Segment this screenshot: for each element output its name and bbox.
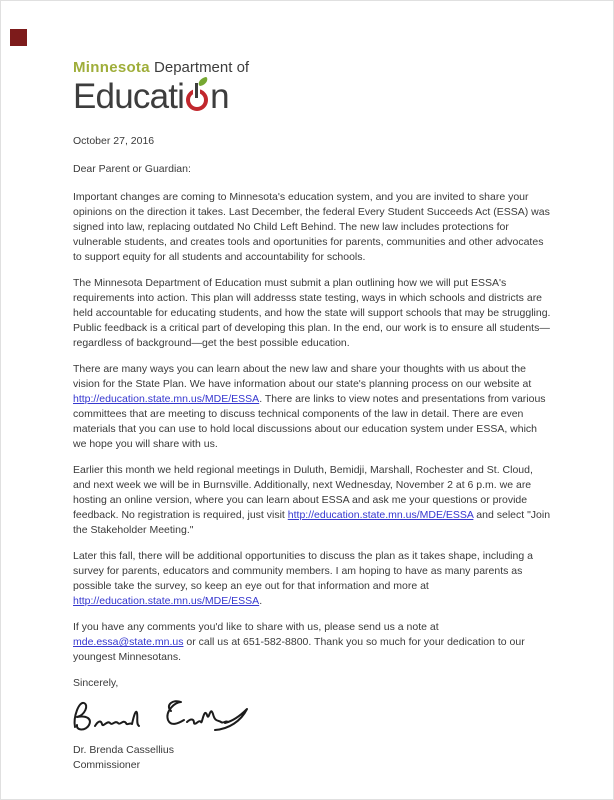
logo-education-pre: Educati <box>73 77 185 116</box>
paragraph-text: There are many ways you can learn about the new law and share your thoughts with us about the vision for the State Plan. We have information about our state's planning process on our website at <box>73 363 532 390</box>
logo-education-post: n <box>210 77 229 116</box>
paragraph-text: or call us at 651-582-8800. Thank you so much for your dedication to our youngest Minnesotans. <box>73 636 525 663</box>
email-link[interactable]: mde.essa@state.mn.us <box>73 636 184 648</box>
paragraph-text: Earlier this month we held regional meetings in Duluth, Bemidji, Marshall, Rochester and St. Cloud, and next week we will be in Burnsville. Additionally, next Wednesday, November 2 at 6 p.m. we are hosting an online version, where you can learn about ESSA and ask me your questions or provide feedback. No registration is required, just visit <box>73 464 533 521</box>
closing-line: Sincerely, <box>73 677 119 689</box>
letter-body <box>73 134 551 773</box>
letter-paragraph <box>73 620 551 665</box>
logo-minnesota-text: Minnesota <box>73 59 150 76</box>
essa-url-link[interactable]: http://education.state.mn.us/MDE/ESSA <box>287 509 474 521</box>
letter-paragraph <box>73 463 551 538</box>
paragraph-text: The Minnesota Department of Education must submit a plan outlining how we will put ESSA's requirements into action. This plan will addresss state testing, ways in which schools and districts are held accountable for educating students, and how the state will support schools that may be struggling. Public feedback is a critical part of developing this plan. In the end, our work is to ensure all students—regardless of background—get the best possible education. <box>73 277 551 349</box>
signer-title: Commissioner <box>73 759 141 771</box>
letter-paragraph <box>73 362 551 452</box>
corner-red-square <box>10 29 27 46</box>
signer-block <box>73 743 551 773</box>
logo-top-line <box>73 59 551 77</box>
paragraph-text: . There are links to view notes and presentations from various committees that are meeting to discuss technical components of the law in detail. There are even materials that you can use to hold local discussions about our education system under ESSA, which we hope you will share with us. <box>73 393 546 450</box>
paragraph-text: Important changes are coming to Minnesota's education system, and you are invited to share your opinions on the direction it takes. Last December, the federal Every Student Succeeds Act (ESSA) was signed into law, replacing outdated No Child Left Behind. The new law includes protections for vulnerable students, and creates tools and oportunities for parents, communities and other advocates to support equity for all students and accountability for schools. <box>73 191 550 263</box>
letter-paragraph <box>73 190 551 265</box>
logo-education-wordmark <box>73 78 551 116</box>
paragraph-text: and select "Join the Stakeholder Meeting." <box>73 509 551 536</box>
power-stem-shape <box>195 83 198 98</box>
signer-name: Dr. Brenda Cassellius <box>73 744 174 756</box>
signature <box>65 693 551 739</box>
essa-url-link[interactable]: http://education.state.mn.us/MDE/ESSA <box>73 595 260 607</box>
letter-paragraph <box>73 276 551 351</box>
salutation: Dear Parent or Guardian: <box>73 163 191 175</box>
letter-date: October 27, 2016 <box>73 135 155 147</box>
mde-logo <box>73 59 551 116</box>
paragraph-text: If you have any comments you'd like to share with us, please send us a note at <box>73 621 439 633</box>
signature-drawing <box>65 693 265 739</box>
paragraphs-container <box>73 190 551 665</box>
paragraph-text: Later this fall, there will be additional opportunities to discuss the plan as it takes shape, including a survey for parents, educators and community members. I am hoping to have as many parents as possible take the survey, so keep an eye out for that information and more at <box>73 550 533 592</box>
letter-paragraph <box>73 549 551 609</box>
leaf-icon <box>197 77 209 87</box>
power-button-leaf-icon <box>185 85 209 110</box>
letter-content <box>73 59 551 773</box>
paragraph-text: . <box>259 595 263 607</box>
essa-url-link[interactable]: http://education.state.mn.us/MDE/ESSA <box>73 393 260 405</box>
logo-department-text: Department of <box>149 59 250 76</box>
